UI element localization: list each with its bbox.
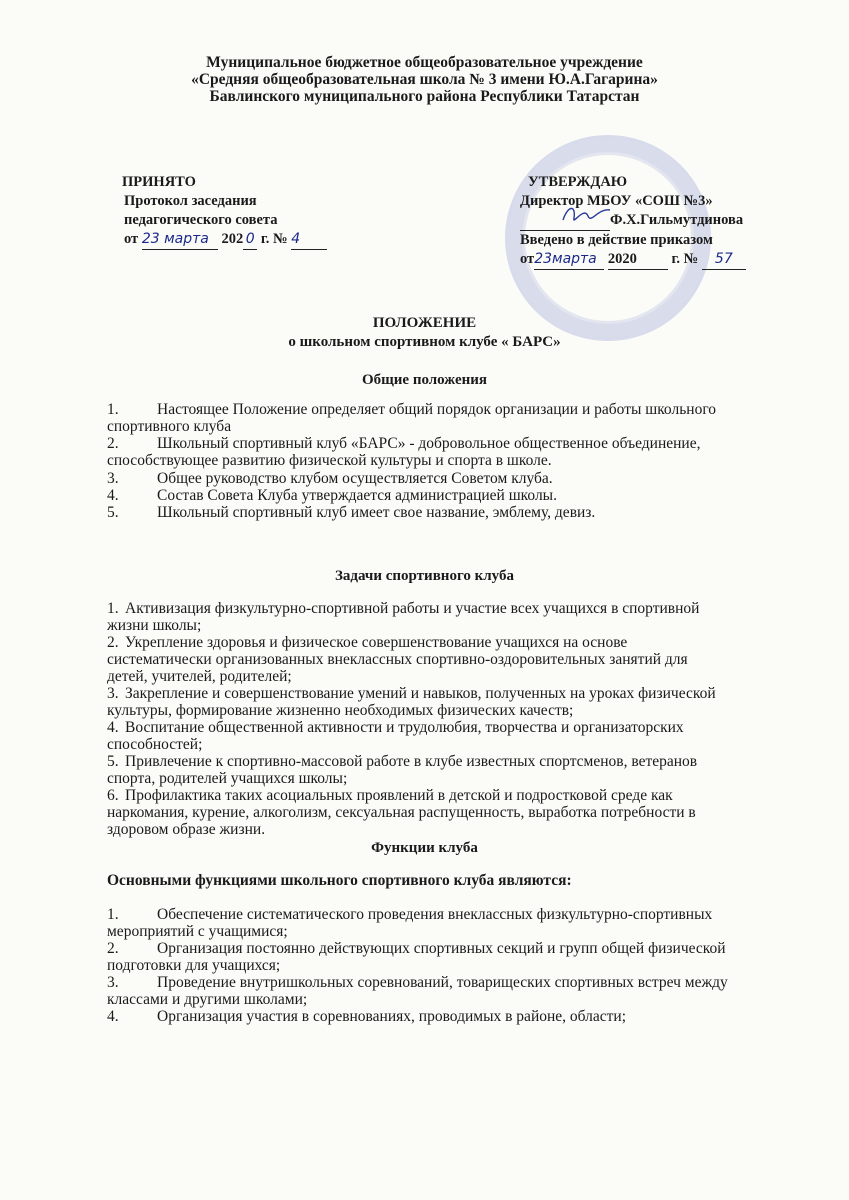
approved-block bbox=[520, 173, 746, 270]
header-line-1: Муниципальное бюджетное общеобразовательное учреждение bbox=[206, 54, 643, 71]
accepted-line-1: Протокол заседания bbox=[124, 193, 257, 209]
accepted-date-handwritten: 23 марта bbox=[141, 231, 209, 247]
approved-number-handwritten: 57 bbox=[714, 251, 733, 267]
accepted-number-field bbox=[291, 230, 327, 250]
item-text-cont: систематически организованных внеклассных спортивно-оздоровительных занятий для bbox=[107, 651, 688, 668]
item-text: Школьный спортивный клуб имеет свое название, эмблему, девиз. bbox=[157, 504, 596, 521]
task-item-1 bbox=[107, 600, 787, 634]
general-item-3 bbox=[107, 470, 787, 487]
item-number: 1. bbox=[107, 401, 119, 418]
item-text-cont: способностей; bbox=[107, 736, 203, 753]
item-text: Профилактика таких асоциальных проявлений в детской и подростковой среде как bbox=[125, 787, 673, 804]
item-text-cont: классами и другими школами; bbox=[107, 991, 308, 1008]
item-number: 2. bbox=[107, 435, 119, 452]
task-item-6 bbox=[107, 787, 787, 838]
approved-year: 2020 bbox=[608, 250, 668, 270]
item-number: 3. bbox=[107, 685, 119, 702]
approved-heading: УТВЕРЖДАЮ bbox=[528, 174, 628, 190]
item-text-cont: способствующее развитию физической культуры и спорта в школе. bbox=[107, 452, 552, 469]
section-heading-functions: Функции клуба bbox=[371, 840, 478, 856]
item-number: 2. bbox=[107, 940, 119, 957]
item-number: 1. bbox=[107, 906, 119, 923]
item-text: Проведение внутришкольных соревнований, товарищеских спортивных встреч между bbox=[157, 974, 728, 991]
document-title: ПОЛОЖЕНИЕ bbox=[372, 315, 477, 331]
general-item-4 bbox=[107, 487, 787, 504]
general-item-2 bbox=[107, 435, 787, 469]
item-text-cont: подготовки для учащихся; bbox=[107, 957, 281, 974]
item-number: 4. bbox=[107, 719, 119, 736]
item-text: Обеспечение систематического проведения внеклассных физкультурно-спортивных bbox=[157, 906, 713, 923]
header-line-2: «Средняя общеобразовательная школа № 3 имени Ю.А.Гагарина» bbox=[191, 71, 658, 88]
item-number: 1. bbox=[107, 600, 119, 617]
approved-number-label: г. № bbox=[671, 251, 699, 267]
accepted-year-handwritten: 0 bbox=[245, 231, 255, 247]
item-text: Организация постоянно действующих спортивных секций и групп общей физической bbox=[157, 940, 726, 957]
header-line-3: Бавлинского муниципального района Республики Татарстан bbox=[209, 88, 640, 105]
approved-date-field bbox=[534, 250, 604, 270]
accepted-number-handwritten: 4 bbox=[291, 231, 301, 247]
item-number: 6. bbox=[107, 787, 119, 804]
accepted-year-field bbox=[243, 230, 257, 250]
item-text: Воспитание общественной активности и трудолюбия, творчества и организаторских bbox=[125, 719, 684, 736]
task-item-4 bbox=[107, 719, 787, 753]
item-text-cont: культуры, формирование жизненно необходимых физических качеств; bbox=[107, 702, 574, 719]
accepted-prefix: от bbox=[124, 231, 139, 247]
item-text-cont: спортивного клуба bbox=[107, 418, 232, 435]
director-signature bbox=[558, 200, 618, 230]
function-item-2 bbox=[107, 940, 787, 974]
item-text-cont: спорта, родителей учащихся школы; bbox=[107, 770, 348, 787]
school-header bbox=[0, 54, 849, 105]
item-text: Организация участия в соревнованиях, проводимых в районе, области; bbox=[157, 1008, 627, 1025]
item-text: Общее руководство клубом осуществляется Советом клуба. bbox=[157, 470, 553, 487]
item-text-cont: здоровом образе жизни. bbox=[107, 821, 266, 838]
item-number: 4. bbox=[107, 1008, 119, 1025]
accepted-number-label: г. № bbox=[260, 231, 288, 247]
item-text: Школьный спортивный клуб «БАРС» - добровольное общественное объединение, bbox=[157, 435, 701, 452]
approved-signatory: Ф.Х.Гильмутдинова bbox=[610, 212, 744, 228]
item-number: 3. bbox=[107, 974, 119, 991]
item-text: Состав Совета Клуба утверждается администрацией школы. bbox=[157, 487, 557, 504]
approved-line-3: Введено в действие приказом bbox=[520, 232, 713, 248]
accepted-heading: ПРИНЯТО bbox=[122, 174, 196, 190]
approved-date-line bbox=[520, 250, 746, 270]
document-subtitle: о школьном спортивном клубе « БАРС» bbox=[288, 334, 561, 350]
accepted-year-prefix: 202 bbox=[221, 231, 244, 247]
general-item-5 bbox=[107, 504, 787, 521]
approved-prefix: от bbox=[520, 251, 535, 267]
item-text: Настоящее Положение определяет общий порядок организации и работы школьного bbox=[157, 401, 717, 418]
function-item-4 bbox=[107, 1008, 787, 1025]
accepted-line-2: педагогического совета bbox=[124, 212, 278, 228]
item-text-cont: мероприятий с учащимися; bbox=[107, 923, 288, 940]
item-text: Привлечение к спортивно-массовой работе в клубе известных спортсменов, ветеранов bbox=[125, 753, 698, 770]
approved-signature-line bbox=[520, 211, 746, 231]
item-number: 4. bbox=[107, 487, 119, 504]
task-item-2 bbox=[107, 634, 787, 685]
item-number: 5. bbox=[107, 753, 119, 770]
function-item-1 bbox=[107, 906, 787, 940]
item-text: Активизация физкультурно-спортивной работы и участие всех учащихся в спортивной bbox=[125, 600, 700, 617]
functions-intro: Основными функциями школьного спортивного клуба являются: bbox=[107, 872, 572, 889]
accepted-block bbox=[122, 173, 327, 250]
approved-line-1: Директор МБОУ «СОШ №3» bbox=[520, 193, 713, 209]
item-text-cont: наркомания, курение, алкоголизм, сексуальная распущенность, выработка потребности в bbox=[107, 804, 696, 821]
item-number: 3. bbox=[107, 470, 119, 487]
item-number: 2. bbox=[107, 634, 119, 651]
section-heading-general: Общие положения bbox=[361, 372, 488, 388]
task-item-3 bbox=[107, 685, 787, 719]
item-text-cont: жизни школы; bbox=[107, 617, 202, 634]
function-item-3 bbox=[107, 974, 787, 1008]
item-text: Закрепление и совершенствование умений и навыков, полученных на уроках физической bbox=[125, 685, 716, 702]
task-item-5 bbox=[107, 753, 787, 787]
section-heading-tasks: Задачи спортивного клуба bbox=[334, 568, 514, 584]
accepted-date-field bbox=[142, 230, 218, 250]
general-item-1 bbox=[107, 401, 787, 435]
accepted-date-line bbox=[124, 230, 327, 250]
item-text: Укрепление здоровья и физическое совершенствование учащихся на основе bbox=[125, 634, 628, 651]
item-text-cont: детей, учителей, родителей; bbox=[107, 668, 292, 685]
approved-date-handwritten: 23марта bbox=[534, 251, 597, 267]
approved-number-field bbox=[702, 250, 746, 270]
item-number: 5. bbox=[107, 504, 119, 521]
